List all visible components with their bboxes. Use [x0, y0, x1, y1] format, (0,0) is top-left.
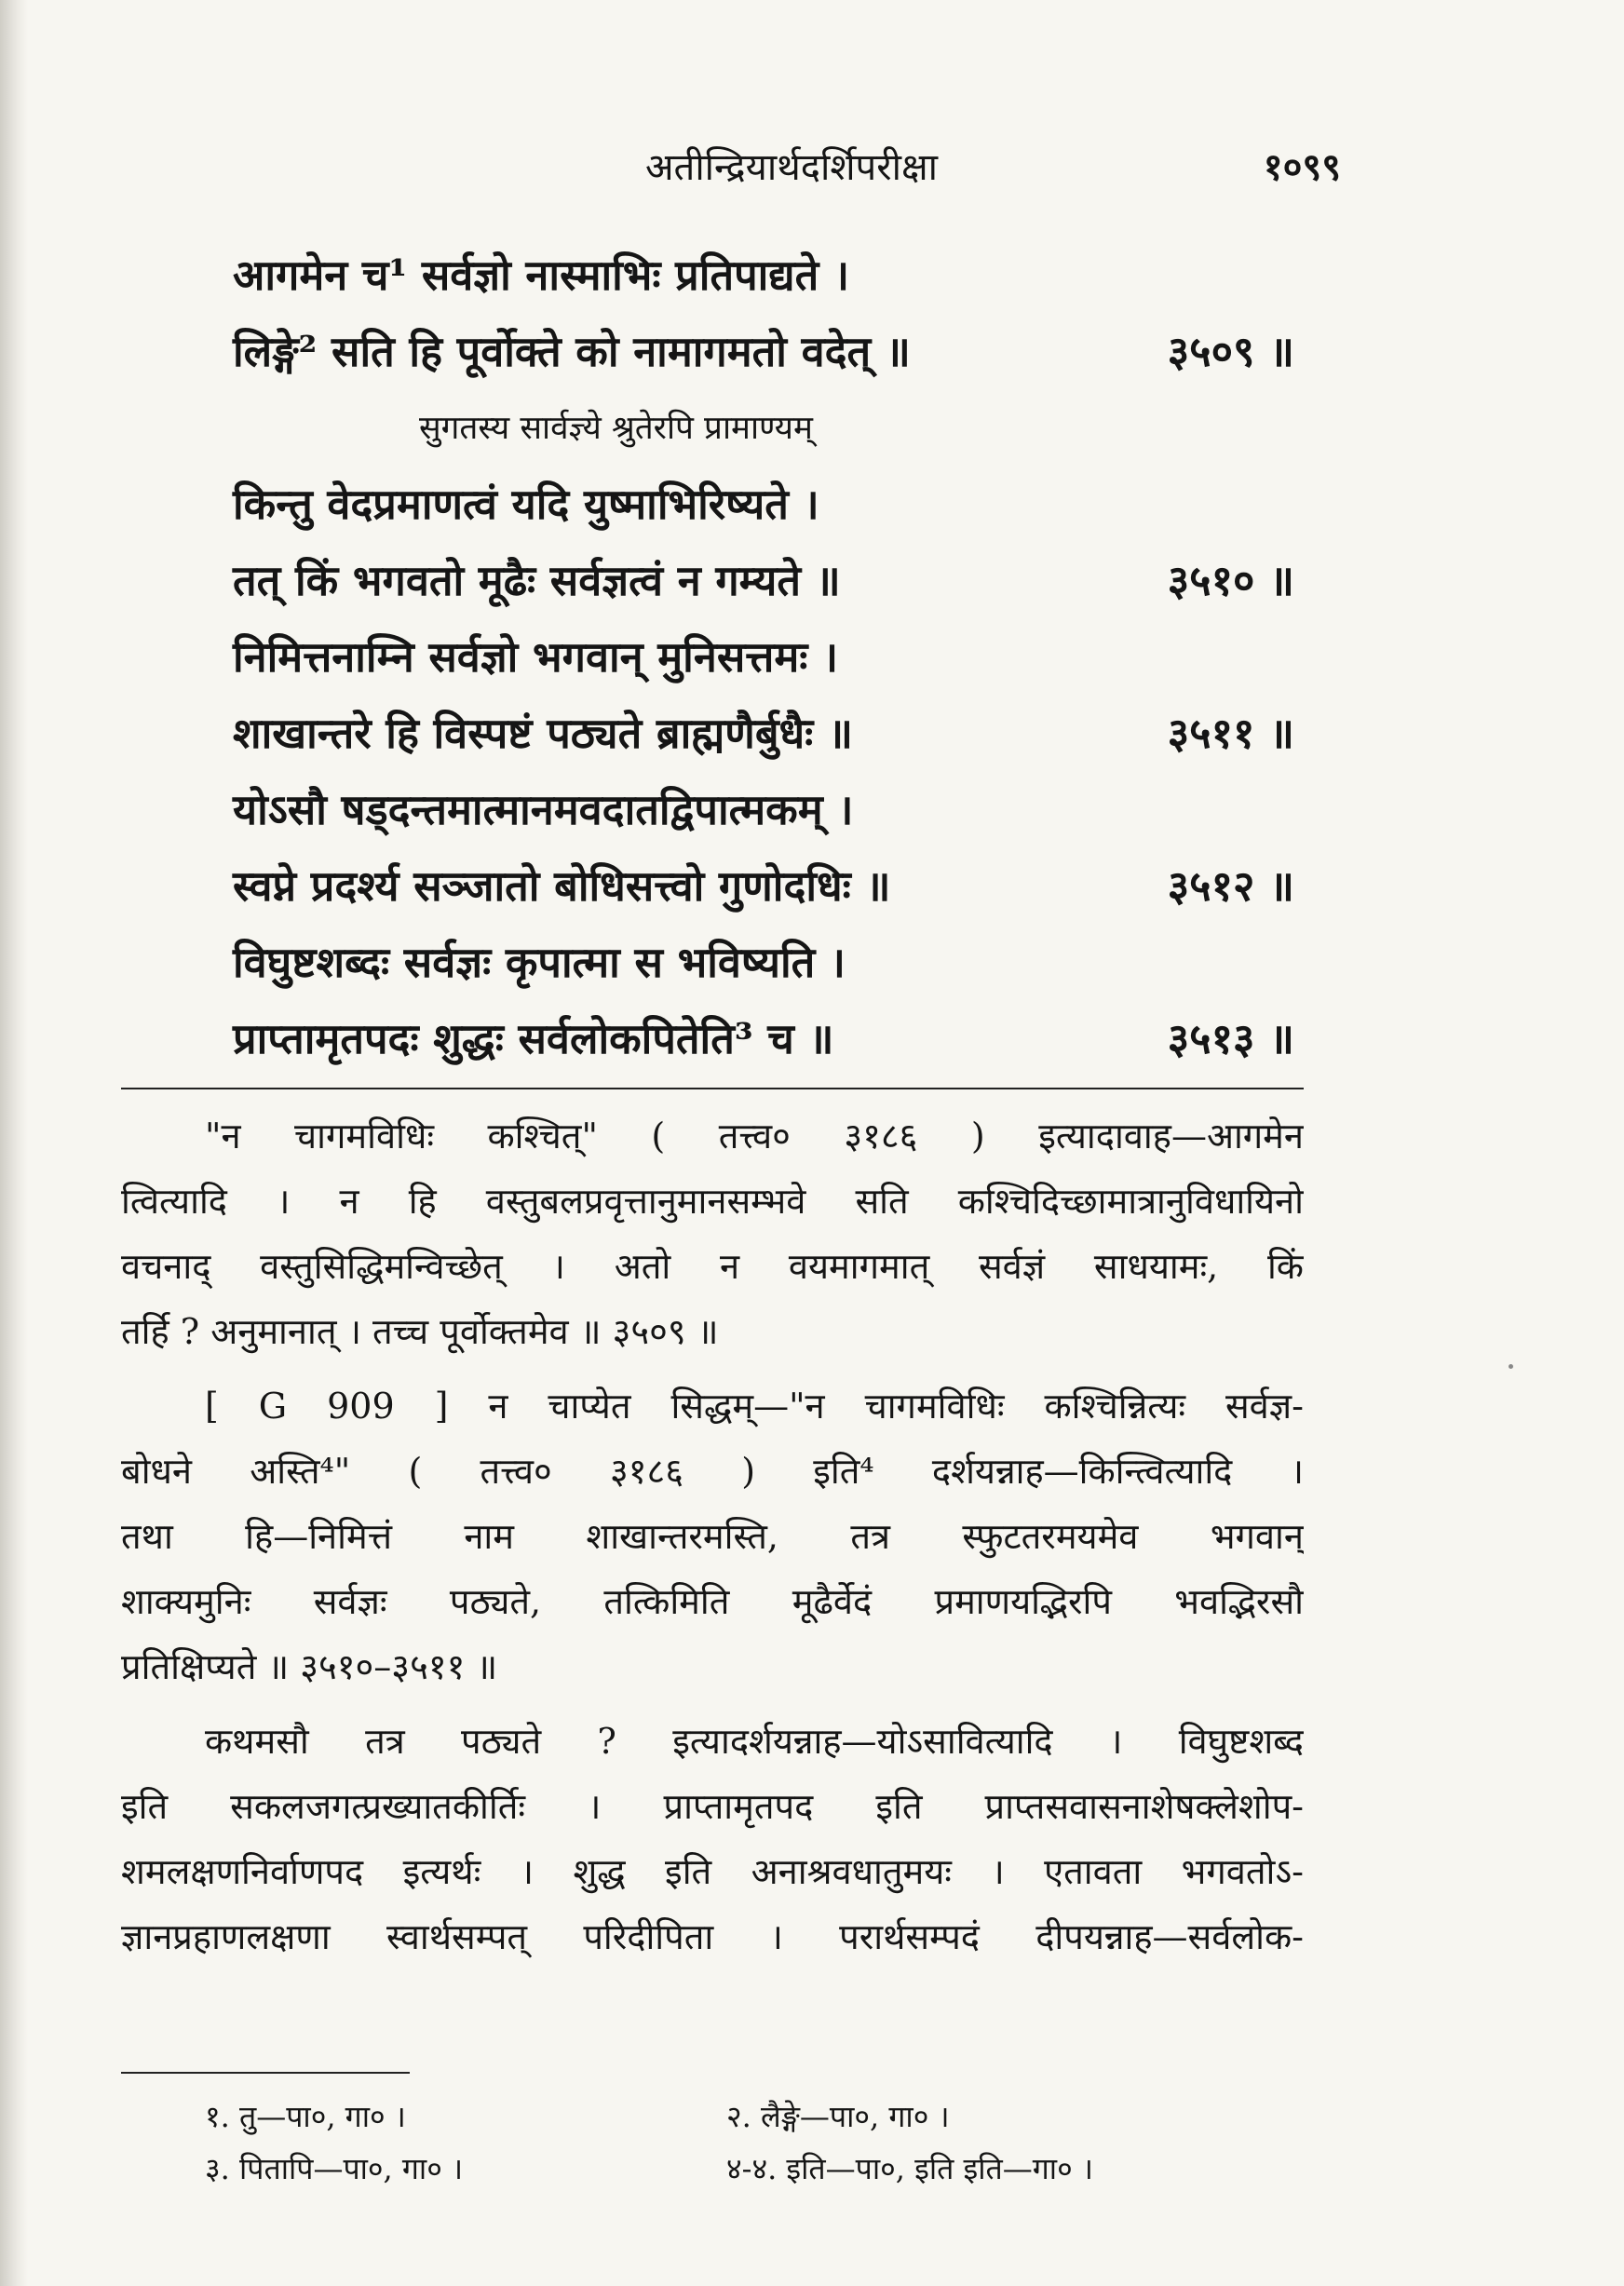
footnotes [205, 2090, 1304, 2195]
verse-line [233, 619, 1294, 696]
commentary-paragraph [121, 1373, 1304, 1699]
verse-line [233, 925, 1294, 1001]
footnote-row [205, 2090, 1304, 2143]
commentary-line: प्रतिक्षिप्यते ॥ ३५१०–३५११ ॥ [121, 1646, 498, 1687]
verse-line [233, 696, 1294, 772]
verse-text: योऽसौ षड्दन्तमात्मानमवदातद्विपात्मकम् । [233, 785, 854, 834]
verse-number: ३५११ ॥ [1167, 709, 1294, 758]
page-edge-shadow [0, 0, 28, 2286]
commentary-paragraph [121, 1709, 1304, 1969]
verse-text: किन्तु वेदप्रमाणत्वं यदि युष्माभिरिष्यते । [233, 480, 819, 529]
section-heading [233, 390, 1294, 467]
page-header [242, 140, 1341, 205]
commentary-line: शमलक्षणनिर्वाणपद इत्यर्थः । शुद्ध इति अनाश्रवधातुमयः । एतावता भगवतोऽ- [121, 1851, 1304, 1892]
verse-text: प्राप्तामृतपदः शुद्धः सर्वलोकपितेति³ च ॥ [233, 1014, 834, 1063]
commentary-line: कथमसौ तत्र पठ्यते ? इत्यादर्शयन्नाह—योऽसावित्यादि । विघुष्टशब्द [205, 1721, 1304, 1762]
commentary-line: वचनाद् वस्तुसिद्धिमन्विच्छेत् । अतो न वयमागमात् सर्वज्ञं साधयामः, किं [121, 1246, 1304, 1287]
verse-line [233, 772, 1294, 848]
verse-number: ३५१२ ॥ [1167, 861, 1294, 911]
verse-divider-rule [121, 1088, 1304, 1089]
footnote-row [205, 2143, 1304, 2195]
commentary-paragraph [121, 1103, 1304, 1364]
commentary-line: शाक्यमुनिः सर्वज्ञः पठ्यते, तत्किमिति मूढैर्वेदं प्रमाणयद्भिरपि भवद्भिरसौ [121, 1581, 1304, 1622]
scan-speck [1509, 1364, 1513, 1369]
footnote: ४-४. इति—पा०, इति इति—गा० । [726, 2151, 1094, 2186]
verse-line [233, 237, 1294, 314]
commentary-line: "न चागमविधिः कश्चित्" ( तत्त्व० ३१८६ ) इत्यादावाह—आगमेन [205, 1116, 1304, 1157]
verse-text: लिङ्गे² सति हि पूर्वोक्ते को नामागमतो वदेत् ॥ [233, 327, 911, 376]
commentary-line: तथा हि—निमित्तं नाम शाखान्तरमस्ति, तत्र स्फुटतरमयमेव भगवान् [121, 1516, 1304, 1557]
footnote: ३. पितापि—पा०, गा० । [205, 2151, 464, 2186]
verse-text: तत् किं भगवतो मूढैः सर्वज्ञत्वं न गम्यते ॥ [233, 556, 841, 605]
commentary-line: त्वित्यादि । न हि वस्तुबलप्रवृत्तानुमानसम्भवे सति कश्चिदिच्छामात्रानुविधायिनो [121, 1181, 1304, 1222]
footnote: १. तु—पा०, गा० । [205, 2099, 406, 2134]
commentary-line: इति सकलजगत्प्रख्यातकीर्तिः । प्राप्तामृतपद इति प्राप्तसवासनाशेषक्लेशोप- [121, 1786, 1304, 1827]
section-heading-text: सुगतस्य सार्वज्ञ्ये श्रुतेरपि प्रामाण्यम् [419, 410, 813, 447]
verse-line [233, 314, 1294, 390]
commentary-line: तर्हि ? अनुमानात् । तच्च पूर्वोक्तमेव ॥ ३५०९ ॥ [121, 1311, 719, 1352]
verse-text: शाखान्तरे हि विस्पष्टं पठ्यते ब्राह्मणैर्बुधैः ॥ [233, 709, 853, 758]
verse-line [233, 848, 1294, 925]
commentary-line: ज्ञानप्रहाणलक्षणा स्वार्थसम्पत् परिदीपिता । परार्थसम्पदं दीपयन्नाह—सर्वलोक- [121, 1916, 1304, 1957]
commentary-line: बोधने अस्ति⁴" ( तत्त्व० ३१८६ ) इति⁴ दर्शयन्नाह—किन्त्वित्यादि । [121, 1451, 1304, 1492]
verse-number: ३५१० ॥ [1167, 556, 1294, 605]
verse-text: निमित्तनाम्नि सर्वज्ञो भगवान् मुनिसत्तमः । [233, 632, 839, 682]
verse-number: ३५०९ ॥ [1167, 327, 1294, 376]
footnote-rule [121, 2072, 410, 2074]
verse-text: स्वप्ने प्रदर्श्य सञ्जातो बोधिसत्त्वो गुणोदधिः ॥ [233, 861, 891, 911]
verse-text: आगमेन च¹ सर्वज्ञो नास्माभिः प्रतिपाद्यते । [233, 250, 850, 300]
verse-text: विघुष्टशब्दः सर्वज्ञः कृपात्मा स भविष्यति । [233, 938, 846, 987]
verse-line [233, 467, 1294, 543]
verse-line [233, 1001, 1294, 1077]
page-number: १०९९ [1263, 145, 1341, 189]
verse-line [233, 543, 1294, 619]
commentary-block [121, 1103, 1304, 1969]
running-title: अतीन्द्रियार्थदर्शिपरीक्षा [644, 146, 939, 189]
verse-block [233, 237, 1294, 1077]
verse-number: ३५१३ ॥ [1167, 1014, 1294, 1063]
commentary-line: [ G 909 ] न चाप्येत सिद्धम्—"न चागमविधिः कश्चिन्नित्यः सर्वज्ञ- [205, 1386, 1304, 1427]
footnote: २. लैङ्गे—पा०, गा० । [726, 2099, 950, 2134]
